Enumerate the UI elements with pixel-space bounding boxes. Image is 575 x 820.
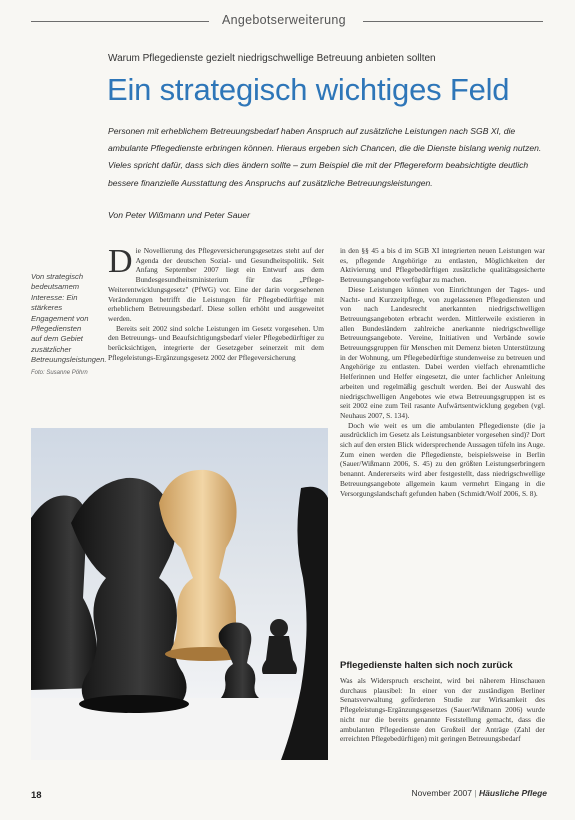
page-number: 18 [31, 790, 42, 801]
body-paragraph-3: in den §§ 45 a bis d im SGB XI integrierten neuen Leistungen war es, pflegende Angehörige zu entlasten, Möglichkeiten der Aktivierung und Pflegebedürftigen zusätzliche qualitätsgesicherte Betreuungsangebote verfügbar zu machen. [340, 246, 545, 285]
header-rule-left [31, 21, 209, 22]
chess-pieces-illustration [31, 428, 328, 760]
body-column-2 [340, 246, 545, 642]
header-rule-right [363, 21, 543, 22]
footer-issue [412, 788, 547, 798]
photo-caption [31, 272, 107, 377]
footer-magazine: Häusliche Pflege [478, 788, 547, 798]
body-column-2-continued [340, 676, 545, 762]
photo-credit: Foto: Susanne Pöhrn [31, 369, 88, 376]
body-paragraph-6: Was als Widerspruch erscheint, wird bei näherem Hinschauen durchaus plausibel: In einer von der zuständigen Berliner Senatsverwaltung geförderten Studie zur Wirksamkeit des Pflegeleistungs-Ergänzungsgesetzes (Sauer/Wißmann 2006) wurde nicht nur die bereits genannte Feststellung gemacht, dass die ambulanten Pflegedienste den Großteil der Anträge (Zahl der erreichten Pflegebedürftigen) mit geringen Betreuungsbedarf [340, 676, 545, 744]
body-paragraph-1: ie Novellierung des Pflegeversicherungsgesetzes steht auf der Agenda der deutschen Sozial- und Gesundheitspolitik. Seit Anfang September 2007 liegt ein Entwurf aus dem Bundesgesundheitsministerium für das „Pflege-Weiterentwicklungsgesetz" (PfWG) vor. Eine der darin vorgesehenen Veränderungen betrifft die Leistungen für Pflegebedürftige mit erheblichem Betreuungsbedarf. Diese sollen erhöht und ausgeweitet werden. [108, 246, 324, 323]
footer-issue-date: November 2007 [411, 788, 472, 798]
caption-text: Von strategisch bedeutsamem Interesse: Ein stärkeres Engagement von Pflegediensten auf dem Gebiet zusätzlicher Betreuungsleistungen. [31, 272, 107, 365]
chess-photo [31, 428, 328, 760]
drop-cap: D [108, 246, 133, 280]
section-title: Angebotserweiterung [222, 13, 346, 27]
body-column-1 [108, 246, 324, 424]
section-subheading: Pflegedienste halten sich noch zurück [340, 660, 513, 671]
body-paragraph-5: Doch wie weit es um die ambulanten Pflegedienste (die ja ausdrücklich im Gesetz als Leistungsanbieter vorgesehen sind)? Dort sich auf den ersten Blick widersprechende Aussagen tüfeln ins Auge. Zum einen werden die Pflegedienste, beispielsweise in Berlin (Sauer/Wißmann 2006, S. 45) zu den größten Leistungserbringern benannt. Andererseits wird aber festgestellt, dass niedrigschwellige Betreuungsangebote allgemein kaum vermehrt Eingang in die Versorgungslandschaft gefunden haben (Schmidt/Wolf 2006, S. 8). [340, 420, 545, 498]
body-paragraph-4: Diese Leistungen können von Einrichtungen der Tages- und Nacht- und Kurzzeitpflege, von zugelassenen Pflegediensten und von nach Landesrecht anerkannten niedrigschwelligen Betreuungsangeboten erbracht werden. Mittlerweile existieren in allen Bundesländern zahlreiche anerkannte niedrigschwellige Betreuungsangebote. Vereine, Initiativen und Verbände sowie Betreuungsgruppen für Menschen mit Demenz bieten Unterstützung in der Wohnung, um Pflegebedürftige stundenweise zu betreuen und Angehörige zu entlasten. Dabei werden vielfach ehrenamtliche Helferinnen und Helfer eingesetzt, die unter fachlicher Anleitung arbeiten und regelmäßig geschult werden. Bei der Auswahl des niedrigschwelligen Angebotes wie etwa Betreuungsgruppen ist es seit 2002 eine zum Teil rasante Aufwärtsentwicklung gegeben (vgl. Neuhaus 2007, S. 134). [340, 284, 545, 420]
article-byline: Von Peter Wißmann und Peter Sauer [108, 210, 250, 220]
footer-separator: | [474, 788, 477, 798]
article-lead: Personen mit erheblichem Betreuungsbedarf haben Anspruch auf zusätzliche Leistungen nach SGB XI, die ambulante Pflegedienste erbringen können. Hieraus ergeben sich Chancen, die die Dienste bislang wenig nutzen. Vieles spricht dafür, dass sich dies ändern sollte – zum Beispiel die mit der Pflegereform beabsichtigte deutlich bessere finanzielle Ausstattung des Anspruchs auf zusätzliche Betreuungsleistungen. [108, 126, 542, 188]
body-paragraph-2: Bereits seit 2002 sind solche Leistungen im Gesetz vorgesehen. Um den Betreuungs- und Beaufsichtigungsbedarf vieler Pflegebedürftiger zu berücksichtigen, integrierte der Gesetzgeber seinerzeit mit dem Pflegeleistungs-Ergänzungsgesetz 2002 der Pflegeversicherung [108, 323, 324, 362]
article-subtitle: Warum Pflegedienste gezielt niedrigschwellige Betreuung anbieten sollten [108, 53, 436, 64]
article-title: Ein strategisch wichtiges Feld [107, 72, 510, 107]
